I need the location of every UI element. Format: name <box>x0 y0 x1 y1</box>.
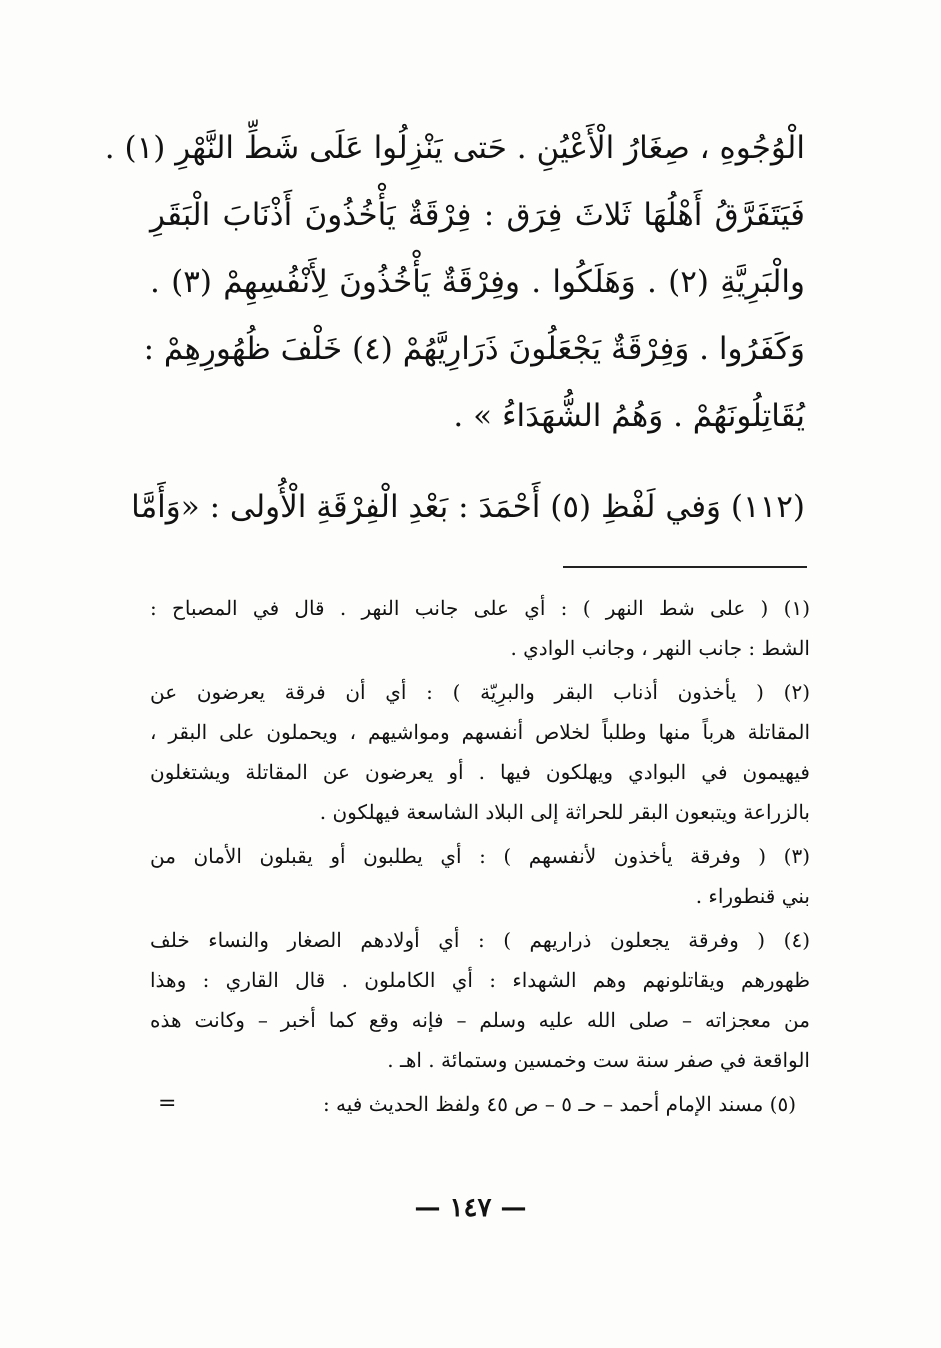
main-text-line: وَكَفَرُوا . وَفِرْقَةٌ يَجْعَلُونَ ذَرَارِيَّهُمْ (٤) خَلْفَ ظُهُورِهِمْ : <box>143 331 805 367</box>
continuation-mark: = <box>158 1091 177 1116</box>
footnote-line: بني قنطوراء . <box>695 884 810 908</box>
footnote-2 <box>150 672 810 832</box>
footnote-line: (٣) ( وفرقة يأخذون لأنفسهم ) : أي يطلبون أو يقبلون الأمان من <box>150 844 810 868</box>
footnote-line: المقاتلة هرباً منها وطلباً لخلاص أنفسهم ومواشيهم ، ويحملون على البقر ، <box>150 720 810 744</box>
hadith-112-line: (١١٢) وَفي لَفْظِ (٥) أَحْمَدَ : بَعْدِ الْفِرْقَةِ الْأُولى : «وَأَمَّا <box>131 489 805 525</box>
footnote-line: ظهورهم ويقاتلونهم وهم الشهداء : أي الكاملون . قال القاري : وهذا <box>150 968 810 992</box>
footnote-line: (١) ( على شط النهر ) : أي على جانب النهر . قال في المصباح : <box>150 596 810 620</box>
footnote-5 <box>150 1084 810 1124</box>
page-number: — ١٤٧ — <box>414 1193 527 1223</box>
footnote-separator <box>563 566 807 568</box>
footnote-line: من معجزاته – صلى الله عليه وسلم – فإنه وقع كما أخبر – وكانت هذه <box>150 1008 810 1032</box>
footnote-3 <box>150 836 810 916</box>
footnote-4 <box>150 920 810 1080</box>
main-text-line: الْوُجُوهِ ، صِغَارُ الْأَعْيُنِ . حَتى يَنْزِلُوا عَلَى شَطِّ النَّهْرِ (١) . <box>104 130 805 166</box>
footnote-line: الواقعة في صفر سنة ست وخمسين وستمائة . اهـ . <box>387 1048 810 1072</box>
footnote-line: (٢) ( يأخذون أذناب البقر والبرِيّة ) : أي أن فرقة يعرضون عن <box>150 680 810 704</box>
main-text-line: يُقَاتِلُونَهُمْ . وَهُمُ الشُّهَدَاءُ » . <box>453 398 805 434</box>
footnote-line: (٥) مسند الإمام أحمد – حـ ٥ – ص ٤٥ ولفظ الحديث فيه : <box>322 1092 796 1116</box>
main-text-line: فَيَتَفَرَّقُ أَهْلُهَا ثَلاثَ فِرَق : فِرْقَةٌ يَأْخُذُونَ أَذْنَابَ الْبَقَرِ <box>150 197 805 233</box>
footnote-line: فيهيمون في البوادي ويهلكون فيها . أو يعرضون عن المقاتلة ويشتغلون <box>150 760 810 784</box>
main-text-block <box>104 115 806 450</box>
footnote-line: الشط : جانب النهر ، وجانب الوادي . <box>510 636 810 660</box>
footnote-1 <box>150 588 810 668</box>
footnote-line: بالزراعة ويتبعون البقر للحراثة إلى البلاد الشاسعة فيهلكون . <box>319 800 810 824</box>
footnotes-block <box>150 588 810 1128</box>
footnote-line: (٤) ( وفرقة يجعلون ذراريهم ) : أي أولادهم الصغار والنساء خلف <box>150 928 810 952</box>
main-text-line: والْبَرِيَّةِ (٢) . وَهَلَكُوا . وفِرْقَةٌ يَأْخُذُونَ لِأَنْفُسِهِمْ (٣) . <box>150 264 806 300</box>
